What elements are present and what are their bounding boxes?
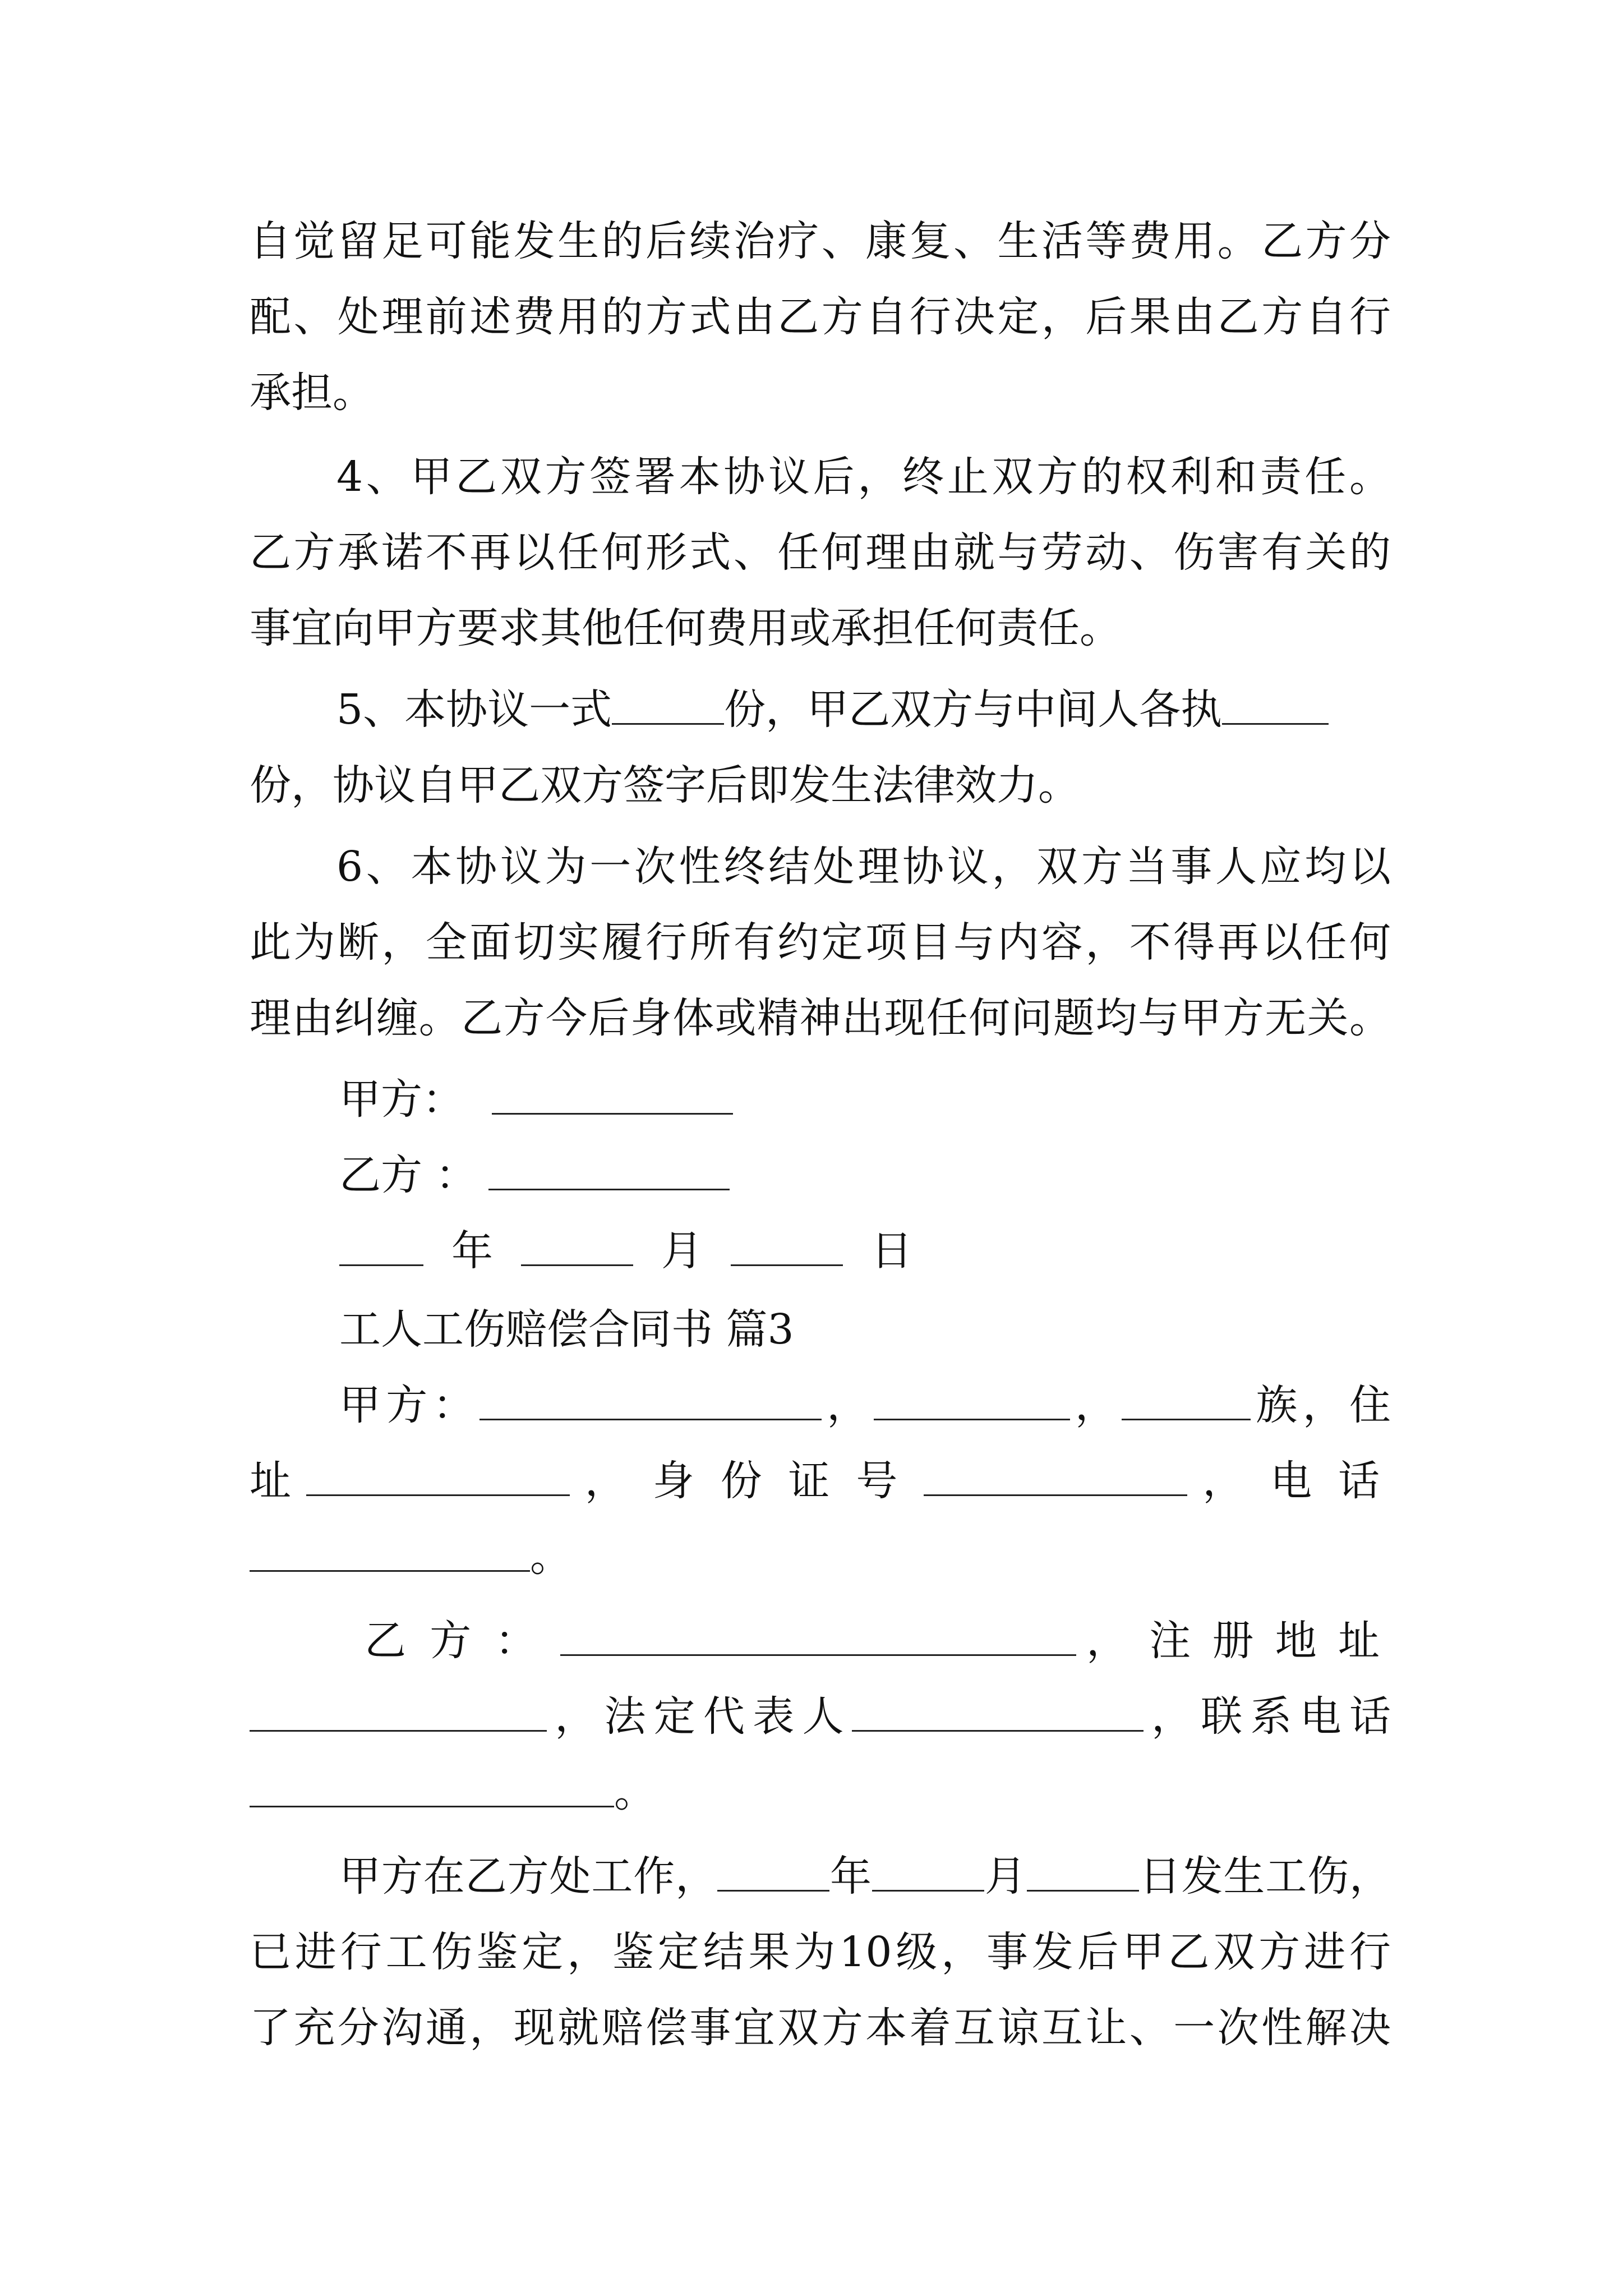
party-a-gender-blank[interactable]	[874, 1385, 1070, 1420]
clause-5-line	[336, 673, 1329, 746]
text: ，身份证号	[569, 1457, 924, 1505]
text: 甲方：	[339, 1381, 479, 1429]
copies-each-blank[interactable]	[1222, 689, 1329, 725]
contract3-body-line	[339, 1840, 1391, 1913]
copies-blank[interactable]	[612, 689, 724, 725]
injury-month-blank[interactable]	[872, 1856, 984, 1892]
day-blank[interactable]	[731, 1231, 843, 1266]
text: ，联系电话	[1143, 1692, 1391, 1741]
text: 年	[829, 1852, 872, 1901]
text: 年	[451, 1227, 493, 1275]
text: 甲方：	[339, 1075, 464, 1124]
month-blank[interactable]	[521, 1231, 633, 1266]
party-a-id-blank[interactable]	[924, 1461, 1187, 1496]
party-a-address-blank[interactable]	[306, 1461, 570, 1496]
injury-day-blank[interactable]	[1027, 1856, 1139, 1892]
text: 乙方 ：	[339, 1151, 477, 1199]
contract3-party-a-line	[250, 1520, 571, 1593]
text: 甲方在乙方处工作，	[339, 1852, 718, 1901]
signature-party-b	[339, 1139, 730, 1212]
text: 。	[614, 1768, 656, 1816]
text: 5、本协议一式	[336, 685, 612, 734]
text-line: 配、处理前述费用的方式由乙方自行决定，后果由乙方自行	[250, 293, 1391, 341]
section-heading: 工人工伤赔偿合同书 篇3	[339, 1305, 794, 1354]
party-b-phone-blank[interactable]	[250, 1772, 614, 1807]
party-b-representative-blank[interactable]	[852, 1696, 1144, 1732]
signature-party-a	[339, 1063, 733, 1136]
party-b-name-blank[interactable]	[560, 1621, 1076, 1656]
text-line: 承担。	[250, 369, 374, 417]
contract3-party-b-line	[250, 1680, 1391, 1753]
text-line: 事宜向甲方要求其他任何费用或承担任何责任。	[250, 604, 1121, 652]
contract3-party-a-line	[250, 1444, 1391, 1517]
text: 月	[984, 1852, 1027, 1901]
party-b-signature-blank[interactable]	[488, 1155, 730, 1190]
text: ，	[821, 1381, 874, 1429]
text: ，	[1069, 1381, 1122, 1429]
text-line: 乙方承诺不再以任何形式、任何理由就与劳动、伤害有关的	[250, 528, 1391, 577]
contract3-party-b-line	[365, 1604, 1391, 1677]
contract3-body-line: 了充分沟通，现就赔偿事宜双方本着互谅互让、一次性解决	[250, 2004, 1391, 2052]
text: ，电话	[1187, 1457, 1391, 1505]
text-line: 份，协议自甲乙双方签字后即发生法律效力。	[250, 761, 1080, 809]
party-a-phone-blank[interactable]	[250, 1536, 530, 1572]
text-line: 此为断，全面切实履行所有约定项目与内容，不得再以任何	[250, 918, 1391, 967]
party-a-ethnic-blank[interactable]	[1122, 1385, 1251, 1420]
text-line: 自觉留足可能发生的后续治疗、康复、生活等费用。乙方分	[250, 217, 1391, 265]
contract3-body-line: 已进行工伤鉴定，鉴定结果为10级，事发后甲乙双方进行	[250, 1928, 1391, 1976]
contract3-party-b-line	[250, 1756, 656, 1829]
contract3-party-a-line	[339, 1369, 1391, 1442]
text: 份，甲乙双方与中间人各执	[724, 685, 1223, 734]
clause-6-line: 6、本协议为一次性终结处理协议，双方当事人应均以	[336, 843, 1391, 891]
injury-year-blank[interactable]	[717, 1856, 829, 1892]
text: 。	[530, 1533, 571, 1581]
party-a-name-blank[interactable]	[479, 1385, 822, 1420]
text: 址	[250, 1457, 306, 1505]
text: 族，住	[1251, 1381, 1391, 1429]
text: 日	[871, 1227, 912, 1275]
year-blank[interactable]	[339, 1231, 423, 1266]
party-a-signature-blank[interactable]	[492, 1079, 733, 1115]
text: 日发生工伤，	[1138, 1852, 1391, 1901]
party-b-address-blank[interactable]	[250, 1696, 547, 1732]
text: ，法定代表人	[547, 1692, 852, 1741]
clause-4-line: 4、甲乙双方签署本协议后，终止双方的权利和责任。	[336, 453, 1391, 501]
text: ，注册地址	[1076, 1617, 1391, 1665]
text: 乙方：	[365, 1617, 560, 1665]
text-line: 理由纠缠。乙方今后身体或精神出现任何问题均与甲方无关。	[250, 994, 1391, 1042]
text: 月	[661, 1227, 703, 1275]
signature-date	[339, 1214, 912, 1287]
